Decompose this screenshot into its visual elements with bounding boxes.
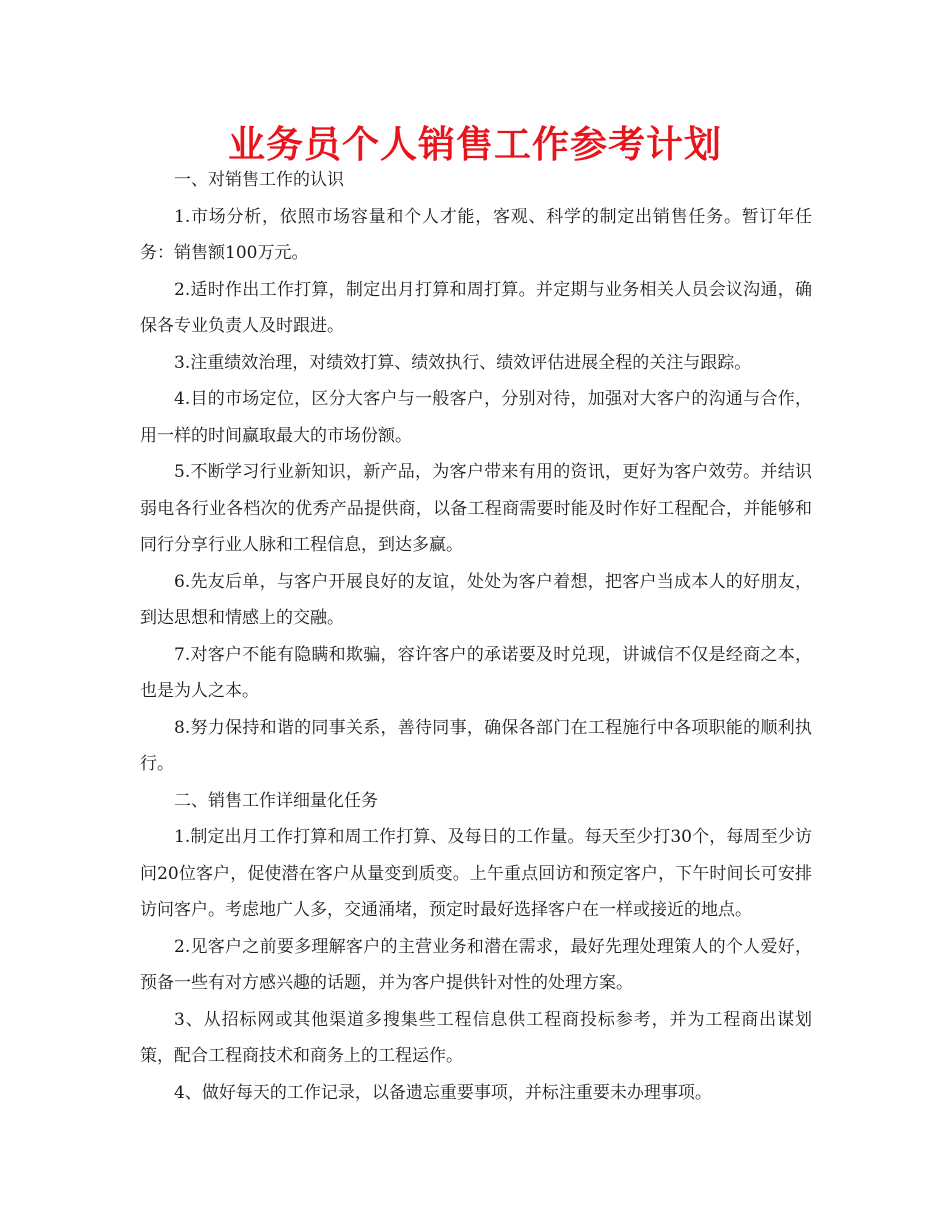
document-title: 业务员个人销售工作参考计划 [228, 123, 722, 166]
document-body [140, 162, 812, 1111]
paragraph: 3、从招标网或其他渠道多搜集些工程信息供工程商投标参考，并为工程商出谋划策，配合工程商技术和商务上的工程运作。 [140, 1009, 812, 1066]
paragraph: 7.对客户不能有隐瞒和欺骗，容许客户的承诺要及时兑现，讲诚信不仅是经商之本，也是为人之本。 [140, 644, 812, 701]
paragraph: 4、做好每天的工作记录，以备遗忘重要事项，并标注重要未办理事项。 [174, 1082, 712, 1103]
section-heading: 二、销售工作详细量化任务 [174, 790, 378, 811]
paragraph: 2.适时作出工作打算，制定出月打算和周打算。并定期与业务相关人员会议沟通，确保各专业负责人及时跟进。 [140, 279, 812, 336]
paragraph: 3.注重绩效治理，对绩效打算、绩效执行、绩效评估进展全程的关注与跟踪。 [174, 352, 752, 373]
paragraph: 5.不断学习行业新知识，新产品，为客户带来有用的资讯，更好为客户效劳。并结识弱电各行业各档次的优秀产品提供商，以备工程商需要时能及时作好工程配合，并能够和同行分享行业人脉和工程信息，到达多赢。 [140, 462, 812, 555]
paragraph: 4.目的市场定位，区分大客户与一般客户，分别对待，加强对大客户的沟通与合作，用一样的时间赢取最大的市场份额。 [140, 389, 812, 446]
paragraph: 1.市场分析，依照市场容量和个人才能，客观、科学的制定出销售任务。暂订年任务：销售额100万元。 [140, 206, 812, 263]
paragraph: 6.先友后单，与客户开展良好的友谊，处处为客户着想，把客户当成本人的好朋友，到达思想和情感上的交融。 [140, 571, 812, 628]
paragraph: 2.见客户之前要多理解客户的主营业务和潜在需求，最好先理处理策人的个人爱好，预备一些有对方感兴趣的话题，并为客户提供针对性的处理方案。 [140, 936, 812, 993]
paragraph: 1.制定出月工作打算和周工作打算、及每日的工作量。每天至少打30个，每周至少访问20位客户，促使潜在客户从量变到质变。上午重点回访和预定客户，下午时间长可安排访问客户。考虑地广人多，交通涌堵，预定时最好选择客户在一样或接近的地点。 [140, 827, 812, 920]
section-heading: 一、对销售工作的认识 [174, 170, 344, 190]
paragraph: 8.努力保持和谐的同事关系，善待同事，确保各部门在工程施行中各项职能的顺利执行。 [140, 717, 812, 774]
